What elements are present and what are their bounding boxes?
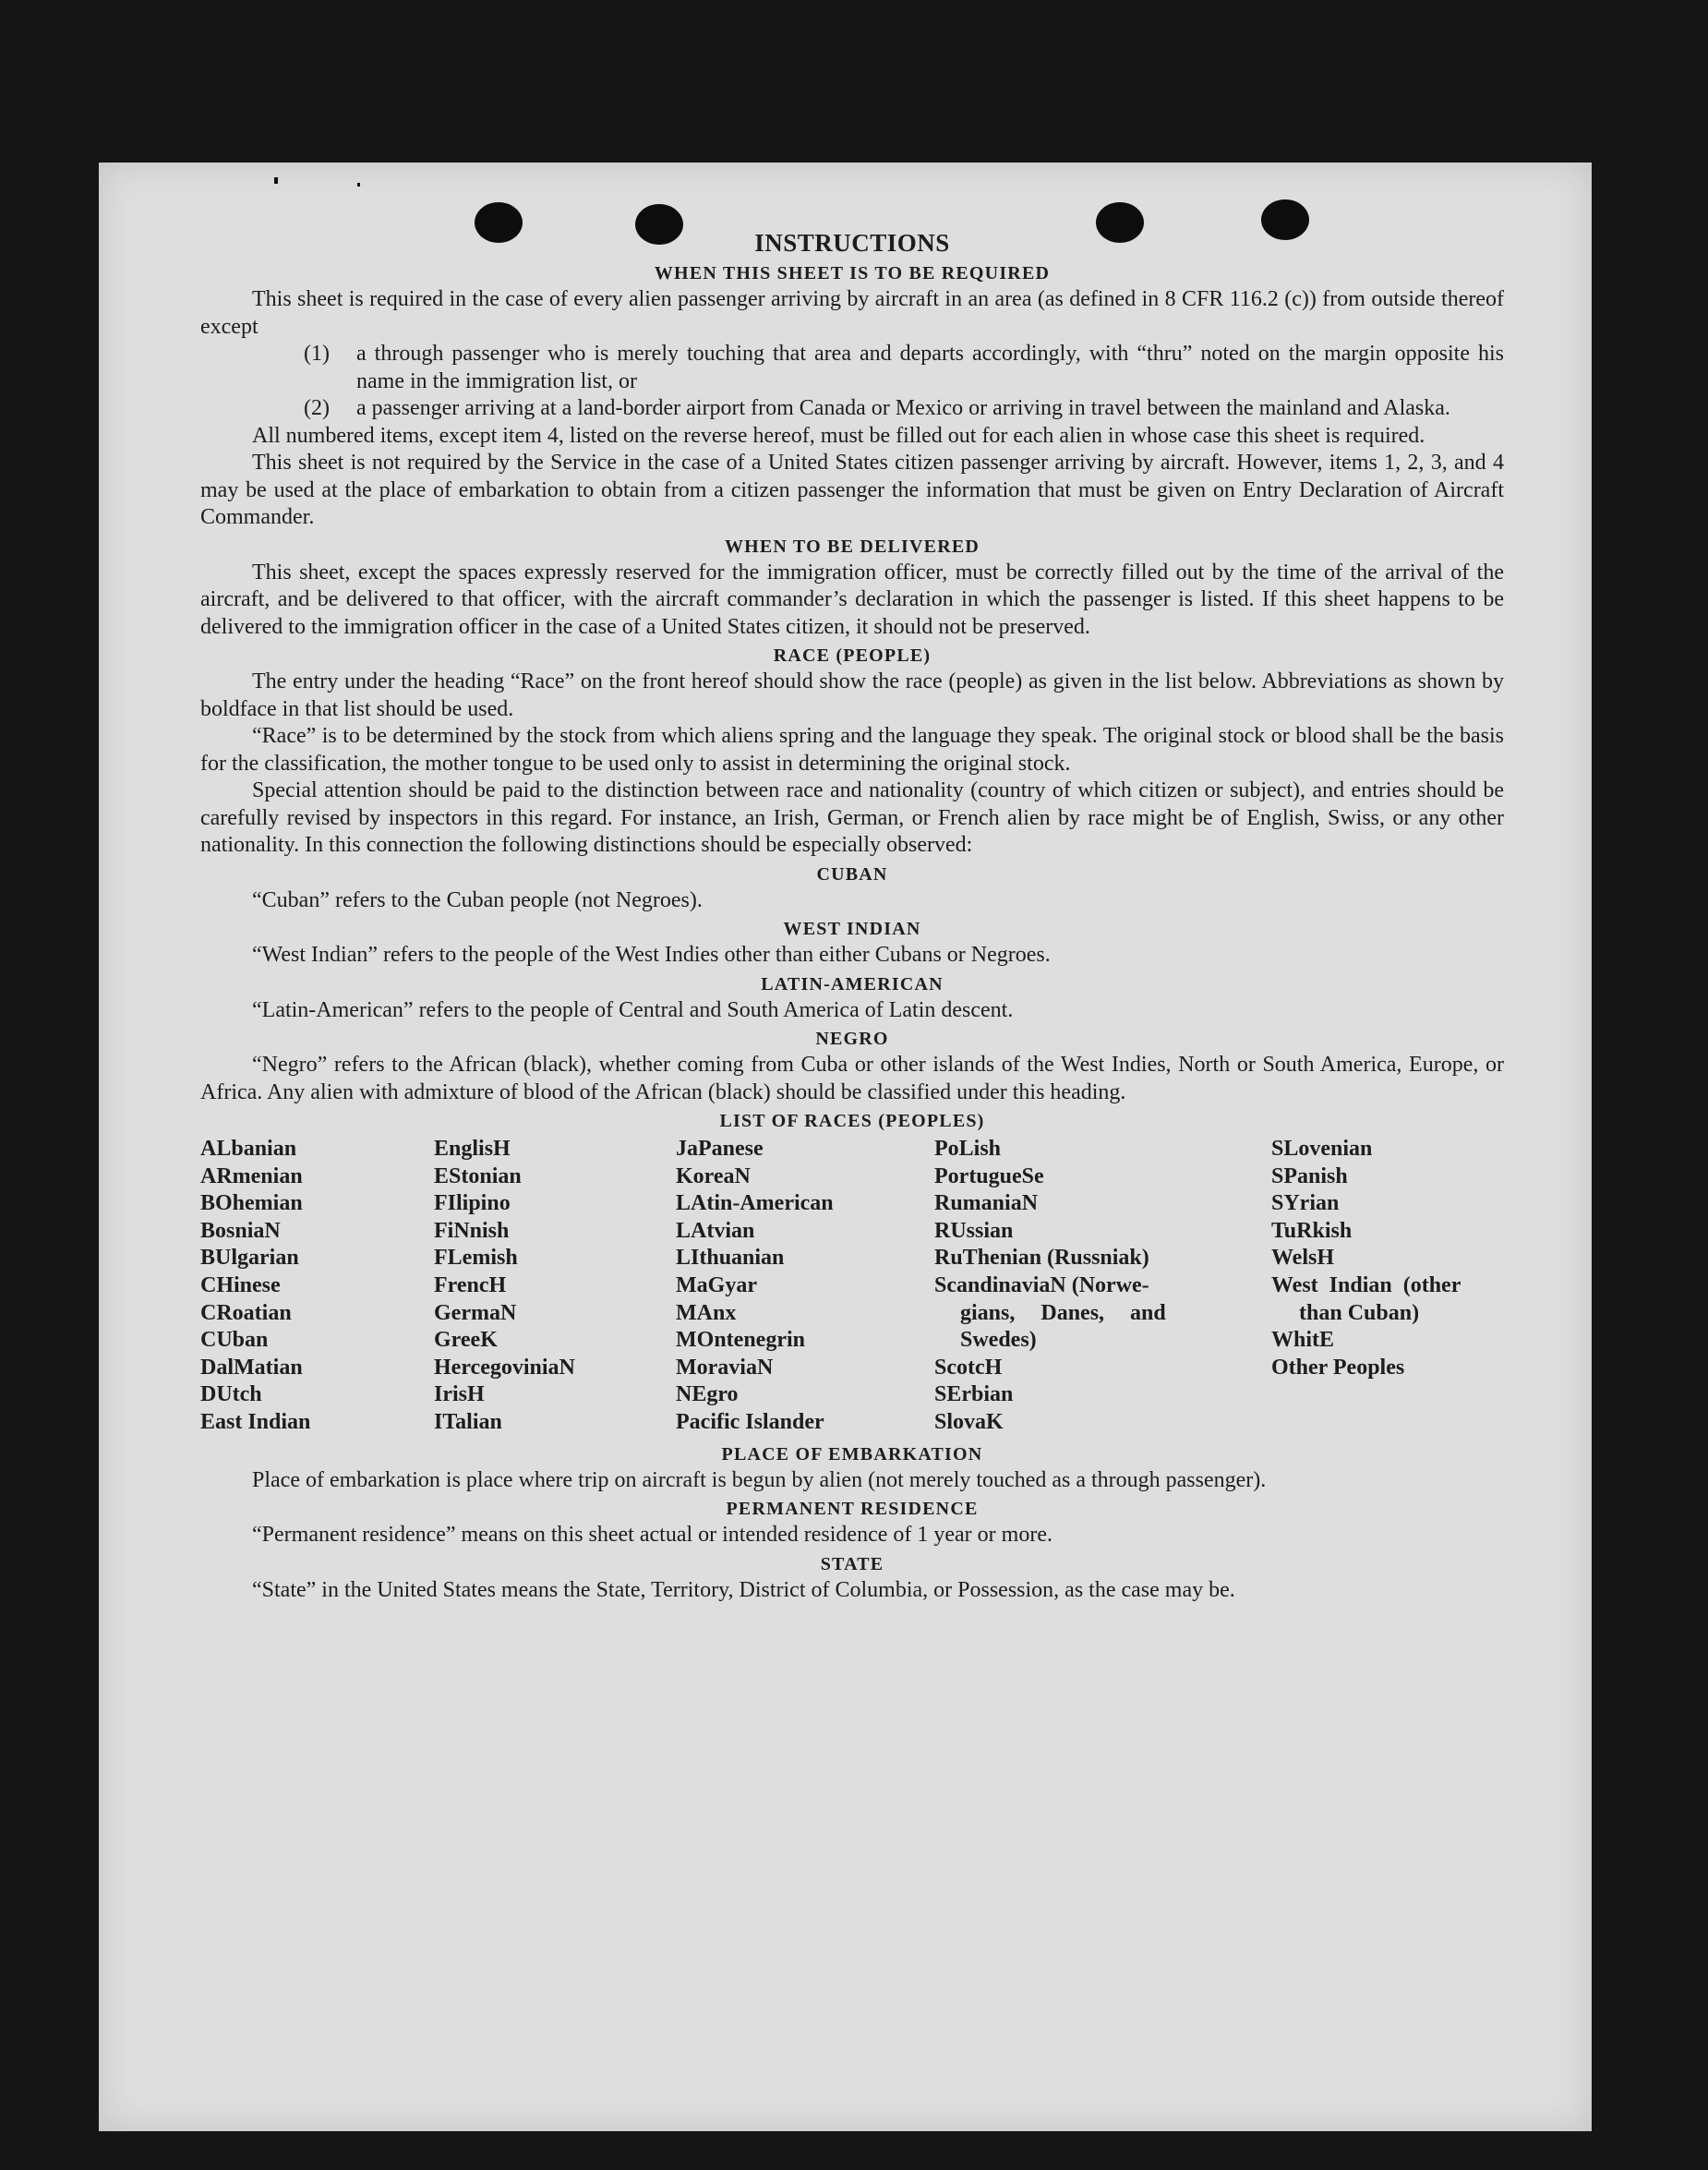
race-item: CHinese <box>200 1272 281 1297</box>
race-item: West Indian (other <box>1271 1272 1461 1297</box>
list-item <box>304 395 1504 423</box>
race-item: SPanish <box>1271 1163 1348 1188</box>
race-item-continuation: than Cuban) <box>1299 1300 1420 1325</box>
list-number: (1) <box>304 342 330 366</box>
list-item <box>304 341 1504 395</box>
race-item: ALbanian <box>200 1137 297 1161</box>
race-item: SErbian <box>934 1382 1014 1407</box>
race-item: MOntenegrin <box>676 1328 805 1353</box>
race-item: FrencH <box>434 1272 507 1297</box>
race-item: PoLish <box>934 1137 1002 1161</box>
race-item: CUban <box>200 1328 269 1353</box>
latin-american-text: “Latin-American” refers to the people of Central and South America of Latin descent. <box>252 997 1014 1022</box>
negro-text: “Negro” refers to the African (black), whether coming from Cuba or other islands of the West Indies, North or South America, Europe, or Africa. Any alien with admixture of blood of the African (black) should be classified under this heading. <box>200 1053 1504 1104</box>
race-item: SYrian <box>1271 1191 1340 1216</box>
race-item: RUssian <box>934 1218 1014 1243</box>
required-intro: This sheet is required in the case of every alien passenger arriving by aircraft in an area (as defined in 8 CFR 116.2 (c)) from outside thereof except <box>200 287 1504 339</box>
race-item: Other Peoples <box>1271 1355 1405 1380</box>
page-title: INSTRUCTIONS <box>754 229 950 257</box>
race-item: EnglisH <box>434 1137 511 1161</box>
races-list <box>200 1136 1504 1437</box>
races-column-5 <box>1271 1136 1504 1437</box>
west-indian-text: “West Indian” refers to the people of the West Indies other than either Cubans or Negroes. <box>252 943 1051 967</box>
delivered-text: This sheet, except the spaces expressly reserved for the immigration officer, must be correctly filled out by the time of the arrival of the aircraft, and be delivered to that officer, with the aircraft commander’s declaration in which the passenger is listed. If this sheet happens to be delivered to the immigration officer in the case of a United States citizen, it should not be preserved. <box>200 560 1504 639</box>
required-paragraph: This sheet is not required by the Service in the case of a United States citizen passenger arriving by aircraft. However, items 1, 2, 3, and 4 may be used at the place of embarkation to obtain from a citizen passenger the information that must be given on Entry Declaration of Aircraft Commander. <box>200 451 1504 529</box>
section-heading-state: STATE <box>820 1553 884 1574</box>
section-heading-races-list: LIST OF RACES (PEOPLES) <box>719 1111 985 1131</box>
races-column-3 <box>676 1136 934 1437</box>
race-item: SlovaK <box>934 1409 1004 1434</box>
race-item: ScotcH <box>934 1355 1003 1380</box>
race-item: WelsH <box>1271 1246 1335 1271</box>
race-paragraph: The entry under the heading “Race” on the front hereof should show the race (people) as given in the list below. Abbreviations as shown by boldface in that list should be used. <box>200 669 1504 721</box>
residence-text: “Permanent residence” means on this sheet actual or intended residence of 1 year or more. <box>252 1523 1052 1548</box>
embarkation-text: Place of embarkation is place where trip on aircraft is begun by alien (not merely touched as a through passenger). <box>252 1467 1267 1492</box>
race-item: East Indian <box>200 1409 311 1434</box>
section-heading-race: RACE (PEOPLE) <box>773 645 932 666</box>
list-number: (2) <box>304 396 330 420</box>
race-item: SLovenian <box>1271 1137 1373 1161</box>
race-item: EStonian <box>434 1163 522 1188</box>
race-item: RuThenian (Russniak) <box>934 1246 1149 1271</box>
race-item: LAtin-American <box>676 1191 834 1216</box>
race-item: BosniaN <box>200 1218 281 1243</box>
race-item: Pacific Islander <box>676 1409 824 1434</box>
race-item-continuation <box>934 1300 1271 1328</box>
race-item: FIlipino <box>434 1191 511 1216</box>
race-paragraph: Special attention should be paid to the distinction between race and nationality (country of which citizen or subject), and entries should be carefully revised by inspectors in this regard. For instance, an Irish, German, or French alien by race might be of English, Swiss, or any other nationality. In this connection the following distinctions should be especially observed: <box>200 778 1504 857</box>
race-item: BOhemian <box>200 1191 303 1216</box>
race-item: NEgro <box>676 1382 739 1407</box>
races-column-2 <box>434 1136 676 1437</box>
section-heading-required: WHEN THIS SHEET IS TO BE REQUIRED <box>654 263 1051 283</box>
race-item: GermaN <box>434 1300 517 1325</box>
section-heading-west-indian: WEST INDIAN <box>783 919 921 939</box>
race-item-continuation: Swedes) <box>960 1328 1037 1353</box>
race-item: WhitE <box>1271 1328 1335 1353</box>
section-heading-latin-american: LATIN-AMERICAN <box>761 973 944 995</box>
race-item: ARmenian <box>200 1163 303 1188</box>
race-item: PortugueSe <box>934 1163 1044 1188</box>
race-item: IrisH <box>434 1382 485 1407</box>
race-item: LIthuanian <box>676 1246 785 1271</box>
race-item: FLemish <box>434 1246 518 1271</box>
race-item: BUlgarian <box>200 1246 299 1271</box>
state-text: “State” in the United States means the State, Territory, District of Columbia, or Possession, as the case may be. <box>252 1577 1235 1602</box>
section-heading-negro: NEGRO <box>815 1029 889 1049</box>
cuban-text: “Cuban” refers to the Cuban people (not Negroes). <box>252 887 703 912</box>
list-text: a passenger arriving at a land-border airport from Canada or Mexico or arriving in travel between the mainland and Alaska. <box>356 396 1450 420</box>
section-heading-embarkation: PLACE OF EMBARKATION <box>721 1443 983 1465</box>
document-sheet <box>99 163 1592 2131</box>
speck <box>357 183 360 187</box>
race-item: GreeK <box>434 1328 498 1353</box>
instructions-content <box>200 227 1504 1604</box>
race-item: LAtvian <box>676 1218 755 1243</box>
race-item: ITalian <box>434 1409 502 1434</box>
race-item: KoreaN <box>676 1163 751 1188</box>
race-item: MAnx <box>676 1300 737 1325</box>
race-item-continuation: gians, Danes, and <box>960 1300 1166 1325</box>
race-item: DalMatian <box>200 1355 303 1380</box>
race-item: MoraviaN <box>676 1355 774 1380</box>
race-item: MaGyar <box>676 1272 757 1297</box>
section-heading-cuban: CUBAN <box>816 863 888 885</box>
required-paragraph: All numbered items, except item 4, listed on the reverse hereof, must be filled out for each alien in whose case this sheet is required. <box>252 423 1425 448</box>
list-text: a through passenger who is merely touching that area and departs accordingly, with “thru” noted on the margin opposite his name in the immigration list, or <box>356 342 1504 393</box>
race-item: RumaniaN <box>934 1191 1039 1216</box>
race-item: FiNnish <box>434 1218 510 1243</box>
race-item: TuRkish <box>1271 1218 1353 1243</box>
race-item: HercegoviniaN <box>434 1355 575 1380</box>
race-item: ScandinaviaN (Norwe- <box>934 1272 1149 1297</box>
races-column-4 <box>934 1136 1271 1437</box>
speck <box>274 177 278 184</box>
section-heading-residence: PERMANENT RESIDENCE <box>726 1499 979 1520</box>
race-paragraph: “Race” is to be determined by the stock from which aliens spring and the language they speak. The original stock or blood shall be the basis for the classification, the mother tongue to be used only to assist in determining the original stock. <box>200 724 1504 776</box>
race-item: DUtch <box>200 1382 262 1407</box>
race-item: CRoatian <box>200 1300 292 1325</box>
section-heading-delivered: WHEN TO BE DELIVERED <box>724 536 980 557</box>
races-column-1 <box>200 1136 434 1437</box>
race-item: JaPanese <box>676 1137 764 1161</box>
